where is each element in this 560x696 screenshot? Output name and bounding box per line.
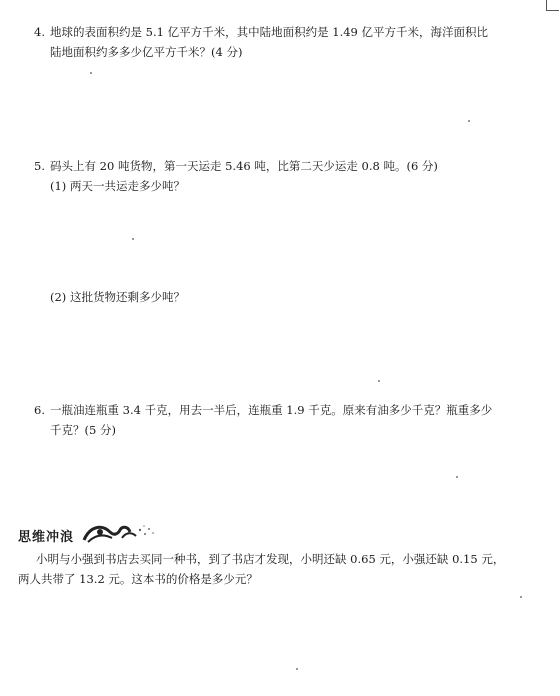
question-5-text-1: 码头上有 20 吨货物，第一天运走 5.46 吨，比第二天少运走 0.8 吨。(6 分) (50, 159, 438, 173)
question-4-line-1 (34, 22, 488, 42)
challenge-section-header (18, 520, 178, 546)
question-5-number: 5. (34, 159, 45, 173)
challenge-text-1: 小明与小强到书店去买同一种书，到了书店才发现，小明还缺 0.65 元，小强还缺 0.15 元， (36, 552, 505, 566)
page-corner-mark (546, 0, 559, 11)
question-4-text-2: 陆地面积约多多少亿平方千米？(4 分) (50, 45, 243, 59)
question-4 (34, 22, 488, 62)
question-6-text-1: 一瓶油连瓶重 3.4 千克，用去一半后，连瓶重 1.9 千克。原来有油多少千克？瓶重多少 (50, 403, 493, 417)
challenge-text-2: 两人共带了 13.2 元。这本书的价格是多少元？ (18, 572, 258, 586)
scan-speck (296, 668, 298, 670)
scan-speck (520, 596, 522, 598)
challenge-problem (18, 549, 504, 589)
question-5-line-1 (34, 156, 438, 176)
question-5-sub-2: (2) 这批货物还剩多少吨？ (50, 290, 185, 304)
scan-speck (90, 72, 92, 74)
question-6-line-1 (34, 400, 492, 420)
question-5 (34, 156, 438, 196)
question-6-number: 6. (34, 403, 45, 417)
challenge-section-title: 思维冲浪 (18, 530, 75, 545)
wave-surf-icon (82, 520, 162, 546)
question-6 (34, 400, 492, 440)
question-4-text-1: 地球的表面积约是 5.1 亿平方千米，其中陆地面积约是 1.49 亿平方千米，海洋面积比 (50, 25, 489, 39)
question-6-text-2: 千克？(5 分) (50, 423, 116, 437)
question-5-sub-1: (1) 两天一共运走多少吨？ (50, 179, 185, 193)
scan-speck (378, 380, 380, 382)
scan-speck (468, 120, 470, 122)
question-4-number: 4. (34, 25, 45, 39)
scan-speck (132, 238, 134, 240)
scan-speck (456, 476, 458, 478)
